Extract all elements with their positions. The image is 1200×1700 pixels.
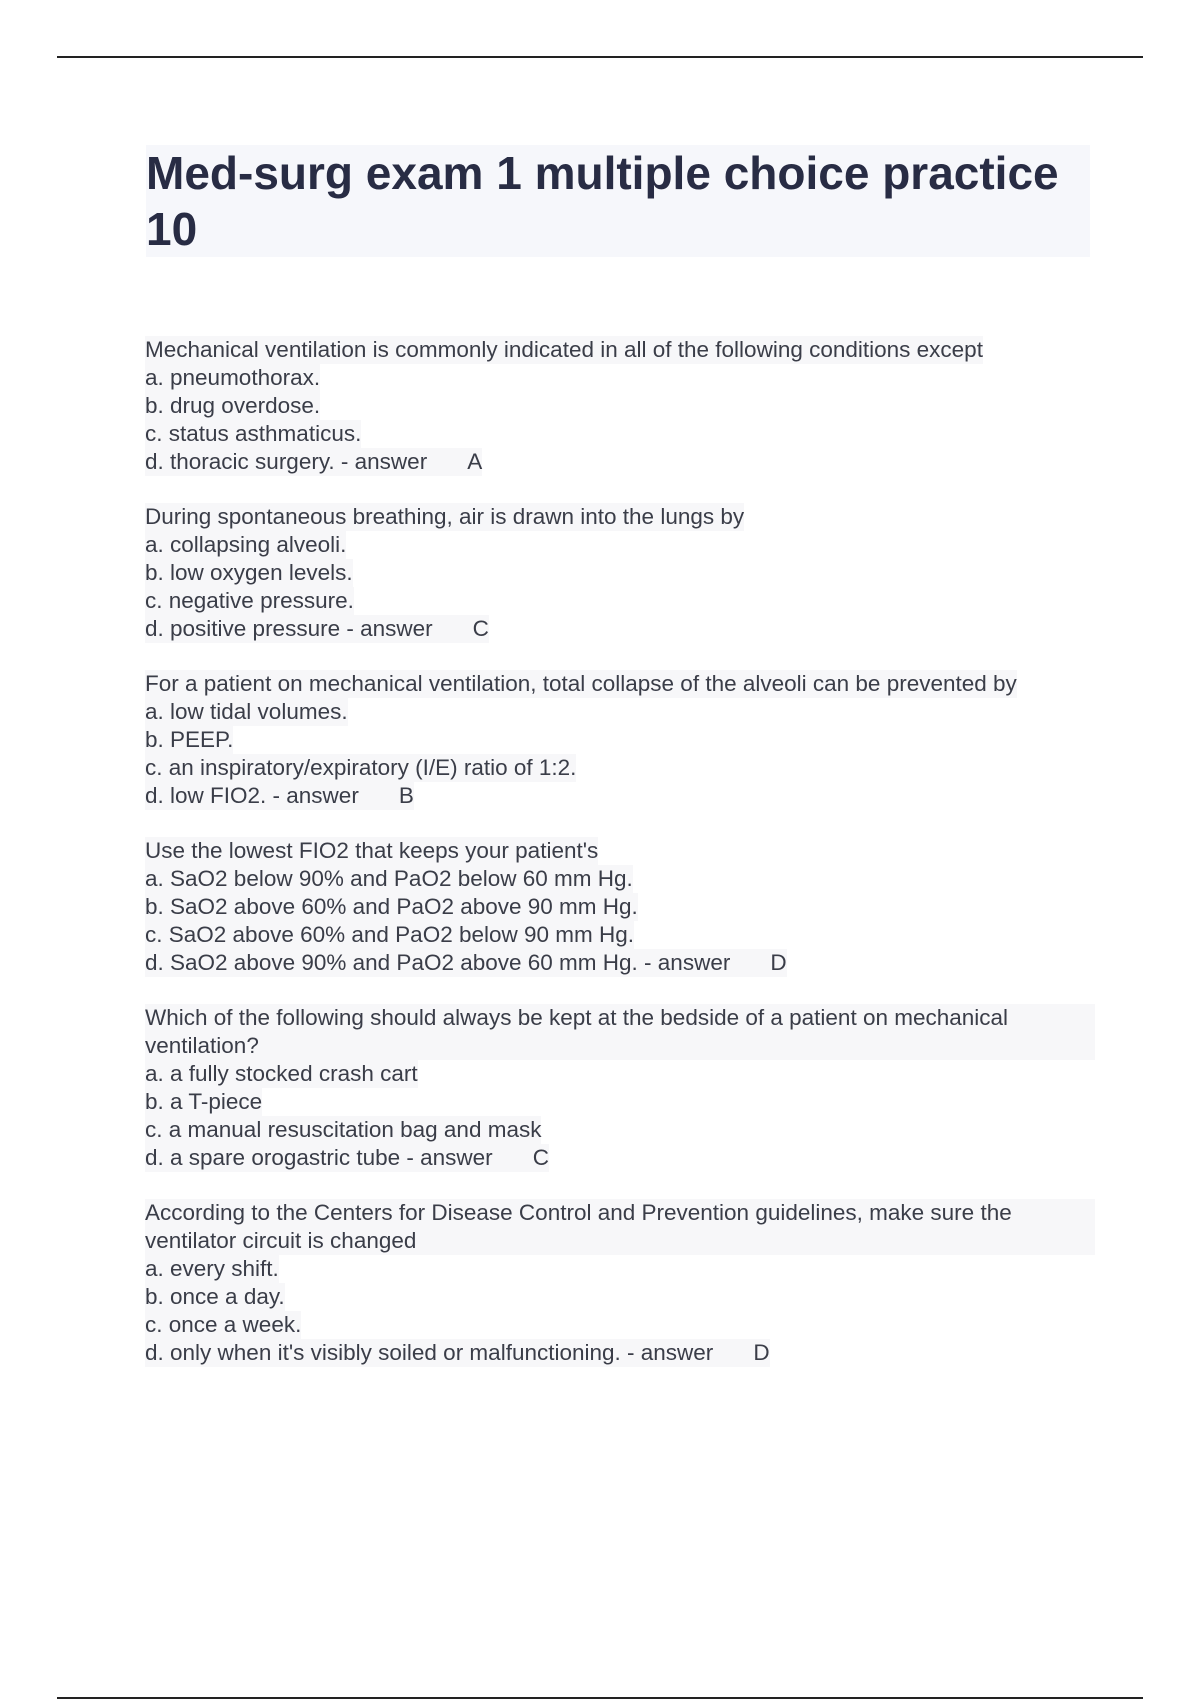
option-d-with-answer [145,448,482,476]
title-block [146,145,1090,257]
question-6 [145,1199,1095,1367]
option-d: d. thoracic surgery. - answer [145,449,428,474]
option-a: a. collapsing alveoli. [145,532,347,557]
option-d-with-answer [145,782,414,810]
question-prompt: Which of the following should always be kept at the bedside of a patient on mechanical ventilation? [145,1004,1095,1060]
page-title: Med-surg exam 1 multiple choice practice 10 [146,147,1059,255]
question-list [145,336,1095,1394]
option-c: c. status asthmaticus. [145,421,362,446]
option-c: c. a manual resuscitation bag and mask [145,1117,542,1142]
option-a: a. SaO2 below 90% and PaO2 below 60 mm Hg. [145,866,633,891]
option-d: d. a spare orogastric tube - answer [145,1145,493,1170]
question-prompt: According to the Centers for Disease Control and Prevention guidelines, make sure the ventilator circuit is changed [145,1199,1095,1255]
answer-letter: A [467,449,483,474]
option-a: a. pneumothorax. [145,365,321,390]
question-prompt: Mechanical ventilation is commonly indicated in all of the following conditions except [145,337,983,362]
question-5 [145,1004,1095,1172]
option-b: b. SaO2 above 60% and PaO2 above 90 mm Hg. [145,894,638,919]
option-b: b. PEEP. [145,727,234,752]
answer-letter: B [398,783,414,808]
answer-letter: C [472,616,489,641]
option-d: d. positive pressure - answer [145,616,433,641]
option-c: c. negative pressure. [145,588,354,613]
option-b: b. low oxygen levels. [145,560,353,585]
option-c: c. SaO2 above 60% and PaO2 below 90 mm Hg. [145,922,635,947]
option-b: b. once a day. [145,1284,285,1309]
option-c: c. once a week. [145,1312,302,1337]
option-a: a. low tidal volumes. [145,699,348,724]
option-d: d. only when it's visibly soiled or malfunctioning. - answer [145,1340,714,1365]
question-2 [145,503,1095,643]
option-a: a. a fully stocked crash cart [145,1061,418,1086]
option-a: a. every shift. [145,1256,279,1281]
option-d: d. SaO2 above 90% and PaO2 above 60 mm Hg. - answer [145,950,731,975]
footer-rule [57,1697,1143,1699]
option-d: d. low FIO2. - answer [145,783,359,808]
answer-letter: D [753,1340,770,1365]
option-d-with-answer [145,949,787,977]
option-c: c. an inspiratory/expiratory (I/E) ratio of 1:2. [145,755,577,780]
question-1 [145,336,1095,476]
answer-letter: D [770,950,787,975]
answer-letter: C [532,1145,549,1170]
question-3 [145,670,1095,810]
option-d-with-answer [145,615,489,643]
question-prompt: During spontaneous breathing, air is drawn into the lungs by [145,504,745,529]
option-b: b. drug overdose. [145,393,321,418]
question-prompt: Use the lowest FIO2 that keeps your patient's [145,838,599,863]
header-rule [57,56,1143,58]
option-d-with-answer [145,1339,770,1367]
option-b: b. a T-piece [145,1089,263,1114]
option-d-with-answer [145,1144,549,1172]
question-4 [145,837,1095,977]
question-prompt: For a patient on mechanical ventilation, total collapse of the alveoli can be prevented by [145,671,1017,696]
